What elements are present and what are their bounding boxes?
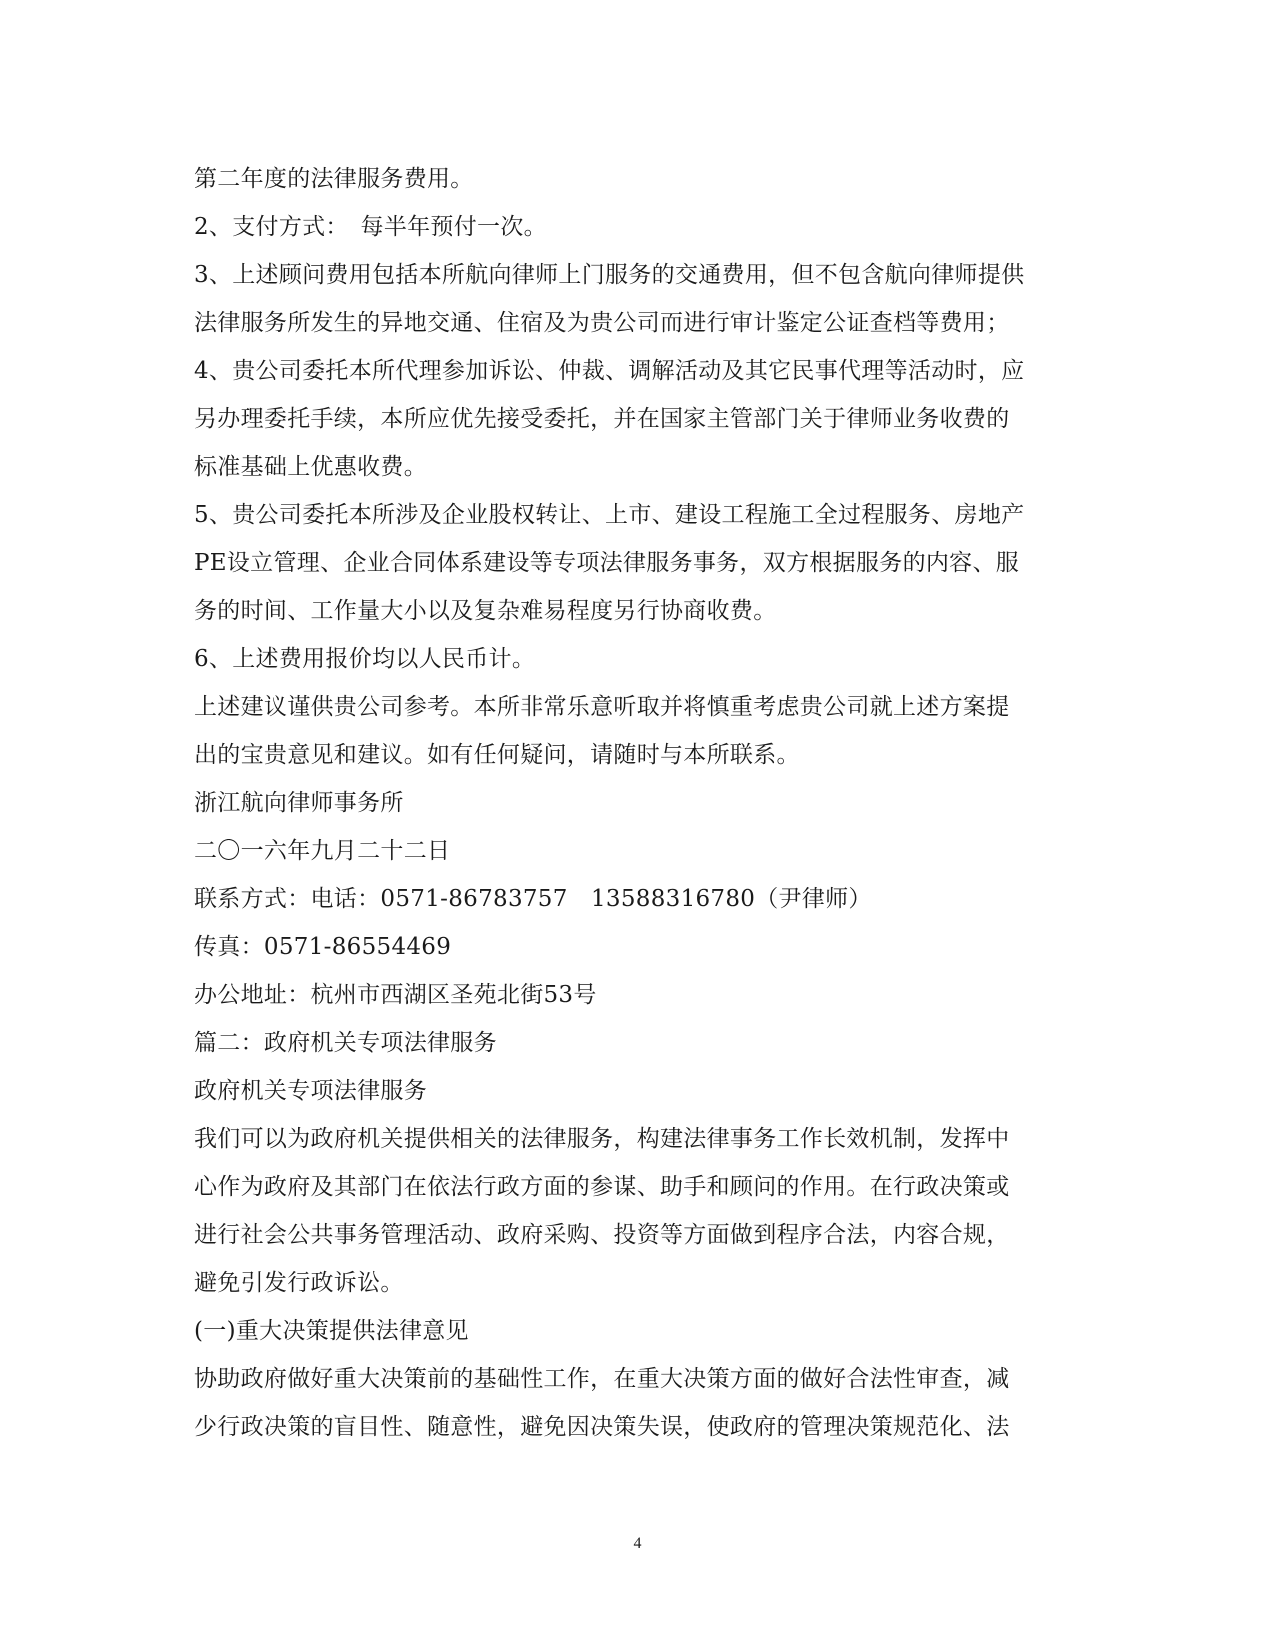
body-text [194,155,1084,1451]
text-line: 法律服务所发生的异地交通、住宿及为贵公司而进行审计鉴定公证查档等费用； [194,310,1010,336]
subsection-heading: (一)重大决策提供法律意见 [194,1318,469,1344]
office-address: 办公地址：杭州市西湖区圣苑北街53号 [194,982,597,1008]
text-line: 我们可以为政府机关提供相关的法律服务，构建法律事务工作长效机制，发挥中 [194,1126,1010,1152]
contact-phone: 联系方式：电话：0571-86783757 13588316780（尹律师） [194,886,872,912]
page-number: 4 [633,1535,642,1552]
firm-name: 浙江航向律师事务所 [194,790,404,816]
text-line: 上述建议谨供贵公司参考。本所非常乐意听取并将慎重考虑贵公司就上述方案提 [194,694,1010,720]
contact-fax: 传真：0571-86554469 [194,934,452,960]
text-line: 3、上述顾问费用包括本所航向律师上门服务的交通费用，但不包含航向律师提供 [194,262,1025,288]
text-line: 心作为政府及其部门在依法行政方面的参谋、助手和顾问的作用。在行政决策或 [194,1174,1010,1200]
text-line: 5、贵公司委托本所涉及企业股权转让、上市、建设工程施工全过程服务、房地产 [194,502,1025,528]
text-line: 少行政决策的盲目性、随意性，避免因决策失误，使政府的管理决策规范化、法 [194,1414,1010,1440]
text-line: 标准基础上优惠收费。 [194,454,427,480]
text-line: 2、支付方式： 每半年预付一次。 [194,214,547,240]
text-line: 4、贵公司委托本所代理参加诉讼、仲裁、调解活动及其它民事代理等活动时，应 [194,358,1025,384]
section-heading: 篇二：政府机关专项法律服务 [194,1030,497,1056]
text-line: 协助政府做好重大决策前的基础性工作，在重大决策方面的做好合法性审查，减 [194,1366,1010,1392]
text-line: 出的宝贵意见和建议。如有任何疑问，请随时与本所联系。 [194,742,800,768]
text-line: 务的时间、工作量大小以及复杂难易程度另行协商收费。 [194,598,777,624]
text-line: 进行社会公共事务管理活动、政府采购、投资等方面做到程序合法，内容合规， [194,1222,1010,1248]
section-title: 政府机关专项法律服务 [194,1078,427,1104]
text-line: 避免引发行政诉讼。 [194,1270,404,1296]
document-date: 二〇一六年九月二十二日 [194,838,451,864]
text-line: 另办理委托手续，本所应优先接受委托，并在国家主管部门关于律师业务收费的 [194,406,1010,432]
text-line: 6、上述费用报价均以人民币计。 [194,646,536,672]
text-line: PE设立管理、企业合同体系建设等专项法律服务事务，双方根据服务的内容、服 [194,550,1020,576]
text-line: 第二年度的法律服务费用。 [194,166,474,192]
